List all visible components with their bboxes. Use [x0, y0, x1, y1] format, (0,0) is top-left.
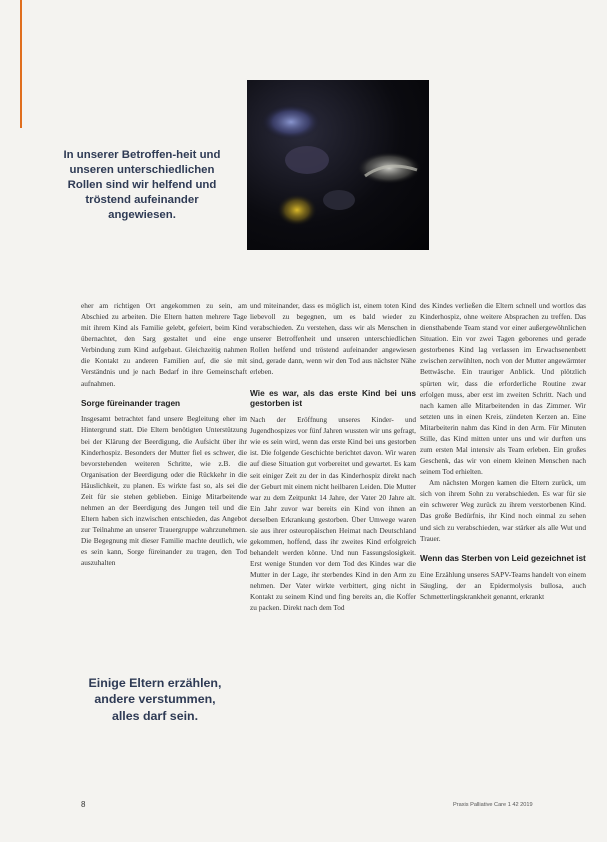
- section-heading: Wenn das Sterben von Leid gezeichnet ist: [420, 552, 586, 563]
- article-photo: [247, 80, 429, 250]
- pull-quote-bottom: Einige Eltern erzählen, andere verstummen, alles darf sein.: [88, 676, 222, 723]
- text-column-3: [420, 300, 586, 602]
- accent-rule: [20, 0, 22, 128]
- magazine-footer: Praxis Palliative Care 1 42 2019: [453, 802, 533, 808]
- paragraph: Nach der Eröffnung unseres Kinder- und Jugendhospizes vor fünf Jahren wussten wir uns gefragt, wie es sein wird, wenn das erste Kind bei uns gestorben ist. Die folgende Geschichte berichtet davon. Wir waren auf diese Situation gut vorbereitet und gewartet. Es kam seit einiger Zeit zu der in das Kinderhospiz direkt nach der Geburt mit einem nicht heilbaren Leiden. Die Mutter war zu dem Zeitpunkt 14 Jahre, der Vater 20 Jahre alt. Ein Jahr zuvor war bereits ein Kind von ihnen an derselben Erkrankung gestorben. Über Umwege waren sie aus ihrer osteuropäischen Heimat nach Deutschland gekommen, hoffend, dass ihr zweites Kind erfolgreich behandelt werden könne. Und nun Fassungslosigkeit. Erst wenige Stunden vor dem Tod des Kindes war die Mutter in der Lage, ihr sterbendes Kind in den Arm zu nehmen. Der Vater wirkte verbittert, ging nicht in Kontakt zu seinem Kind und fing bereits an, die Koffer zu packen. Direkt nach dem Tod: [250, 415, 416, 613]
- paragraph: Eine Erzählung unseres SAPV-Teams handelt von einem Säugling, der an Epidermolysis bullosa, auch Schmetterlingskrankheit genannt, erkrankt: [420, 569, 586, 601]
- paragraph: des Kindes verließen die Eltern schnell und wortlos das Kinderhospiz, ohne weitere Absprachen zu treffen. Das diensthabende Team stand vor einer außergewöhnlichen Situation. Ein vor zwei Tagen geborenes und gerade gestorbenes Kind lag verlassen im Erwachsenenbett zwischen zerwühlten, noch von der Mutter angewärmter Bettwäsche. Ein trauriger Anblick. Und plötzlich spürten wir, dass die erforderliche Routine zwar erfolgen muss, aber erst im zweiten Schritt. Nach und nach kamen alle Mitarbeitenden in das Zimmer. Wir setzten uns in einen Kreis, zündeten Kerzen an. Eine Mitarbeiterin nahm das Kind in den Arm. Für Minuten Stille, das Kind mitten unter uns und wir durften uns zum ersten Mal intensiv als Team erleben. Ein großes Geschenk, das wir von einem kleinen Menschen nach seinem Tod erhielten.: [420, 301, 586, 477]
- paragraph: Insgesamt betrachtet fand unsere Begleitung eher im Hintergrund statt. Die Eltern benötigten Unterstützung bei der Klärung der Beerdigung, die Aufsicht über ihr Kinderhospiz. Besonders der Mutter fiel es schwer, die bevorstehenden weiteren Schritte, wie z.B. die Organisation der Beerdigung oder die Rückkehr in die Häuslichkeit, zu planen. Es wirkte fast so, als sei die Zeit für sie stehen geblieben. Einige Mitarbeitende nehmen an der Beerdigung des Jungen teil und die Eltern haben sich inzwischen entschieden, das Angebot zur Teilnahme an unserer Trauergruppe wahrzunehmen. Die Begegnung mit dieser Familie machte deutlich, wie es sein kann, Sorge füreinander zu tragen, den Tod auszuhalten: [81, 414, 247, 568]
- paragraph: eher am richtigen Ort angekommen zu sein, am Abschied zu arbeiten. Die Eltern hatten mehrere Tage mit ihrem Kind als Familie gelebt, gefeiert, beim Kind übernachtet, den Sarg gestaltet und eine enge Verbindung zum Kind aufgebaut. Gleichzeitig nahmen die Kontakt zu anderen Familien auf, die sie mit Verständnis und je nach Bedarf in ihre Gemeinschaft aufnahmen.: [81, 301, 247, 388]
- paragraph: und miteinander, dass es möglich ist, einem toten Kind liebevoll zu begegnen, um es bald wieder zu verabschieden. Zu verstehen, dass wir als Menschen in unserer Betroffenheit und unseren unterschiedlichen Rollen helfend und tröstend aufeinander angewiesen sind, gerade dann, wenn wir den Tod aus nächster Nähe erleben.: [250, 301, 416, 377]
- paragraph: Am nächsten Morgen kamen die Eltern zurück, um sich von ihrem Sohn zu verabschieden. Es war für sie ein schwerer Weg zurück zu ihrem verstorbenen Kind. Das große Bedürfnis, ihr Kind noch einmal zu sehen und sich zu verabschieden, war stärker als alle Wut und Trauer.: [420, 478, 586, 543]
- photo-illustration: [247, 80, 429, 250]
- pull-quote-top: In unserer Betroffen-heit und unseren unterschiedlichen Rollen sind wir helfend und tröstend aufeinander angewiesen.: [63, 149, 221, 222]
- page-number: 8: [81, 800, 86, 809]
- text-column-2: [250, 300, 416, 614]
- section-heading: Wie es war, als das erste Kind bei uns gestorben ist: [250, 387, 416, 409]
- section-heading: Sorge füreinander tragen: [81, 397, 181, 408]
- text-column-1: [81, 300, 247, 569]
